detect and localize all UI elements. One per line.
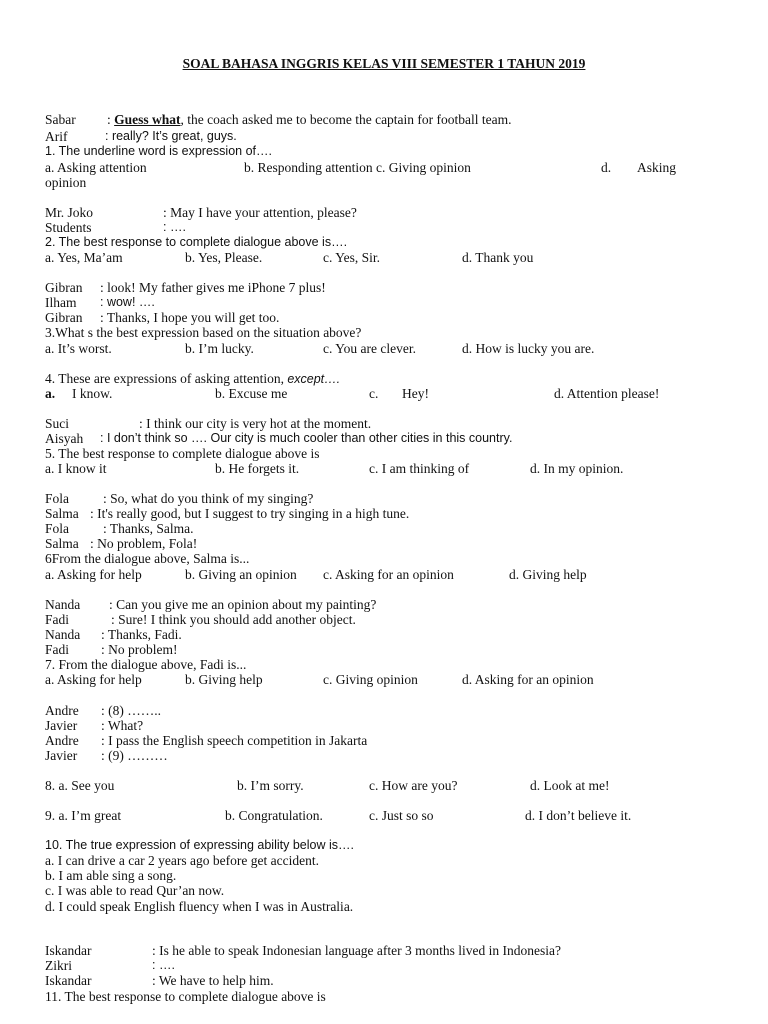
option-b-c: b. Responding attention c. Giving opinion — [244, 160, 471, 175]
option-d: d. Attention please! — [554, 386, 660, 401]
option-c-text: Hey! — [402, 386, 429, 401]
option-d: d. Giving help — [509, 567, 587, 582]
option-b: b. Giving an opinion — [185, 567, 297, 582]
question-text: 5. The best response to complete dialogue above is — [45, 446, 320, 461]
dialogue-line: : May I have your attention, please? — [163, 205, 357, 220]
option-c: c. You are clever. — [323, 341, 416, 356]
dialogue-line: : really? It’s great, guys. — [105, 129, 237, 143]
option-a-text: I know. — [72, 386, 113, 401]
option-d-text: Asking — [637, 160, 677, 175]
question-text: 1. The underline word is expression of…. — [45, 144, 272, 158]
speaker-name: Fadi — [45, 612, 70, 627]
option-a: 8. a. See you — [45, 778, 115, 793]
document-title: SOAL BAHASA INGGRIS KELAS VIII SEMESTER 1 TAHUN 2019 — [182, 56, 586, 71]
option-b: b. Excuse me — [215, 386, 288, 401]
option-a: a. I know it — [45, 461, 107, 476]
speaker-name: Sabar — [45, 112, 76, 127]
option-d: d. How is lucky you are. — [462, 341, 595, 356]
option-d: d. — [601, 160, 612, 175]
speaker-name: Salma — [45, 506, 79, 521]
option-d: d. I could speak English fluency when I was in Australia. — [45, 899, 354, 914]
option-d-text-cont: opinion — [45, 175, 87, 190]
question-text: 3.What s the best expression based on the situation above? — [45, 325, 362, 340]
option-a: a. Asking for help — [45, 672, 142, 687]
speaker-name: Nanda — [45, 597, 81, 612]
question-text: 7. From the dialogue above, Fadi is... — [45, 657, 247, 672]
speaker-name: Arif — [45, 129, 68, 144]
option-b: b. Congratulation. — [225, 808, 323, 823]
speaker-name: Nanda — [45, 627, 81, 642]
dialogue-line: : Sure! I think you should add another object. — [111, 612, 356, 627]
speaker-name: Fadi — [45, 642, 70, 657]
speaker-name: Zikri — [45, 958, 72, 973]
dialogue-line: : look! My father gives me iPhone 7 plus! — [100, 280, 326, 295]
underlined-expression: Guess what — [114, 112, 181, 127]
speaker-name: Gibran — [45, 280, 83, 295]
option-c: c. I am thinking of — [369, 461, 470, 476]
dialogue-line: : (8) …….. — [101, 703, 161, 718]
speaker-name: Aisyah — [45, 431, 84, 446]
speaker-name: Mr. Joko — [45, 205, 94, 220]
option-a: 9. a. I’m great — [45, 808, 122, 823]
speaker-name: Ilham — [45, 295, 77, 310]
option-b: b. I’m sorry. — [237, 778, 304, 793]
dialogue-line: : So, what do you think of my singing? — [103, 491, 314, 506]
speaker-name: Fola — [45, 521, 70, 536]
option-c: c. How are you? — [369, 778, 458, 793]
speaker-name: Andre — [45, 703, 79, 718]
dialogue-line: : We have to help him. — [152, 973, 274, 988]
dialogue-line: : Thanks, I hope you will get too. — [100, 310, 280, 325]
option-b: b. Yes, Please. — [185, 250, 263, 265]
dialogue-line: : Thanks, Salma. — [103, 521, 194, 536]
option-a: a. It’s worst. — [45, 341, 112, 356]
option-b: b. I am able sing a song. — [45, 868, 177, 883]
dialogue-line: : Guess what, the coach asked me to become the captain for football team. — [107, 112, 512, 127]
option-b: b. He forgets it. — [215, 461, 300, 476]
option-a: a. I can drive a car 2 years ago before get accident. — [45, 853, 319, 868]
option-b: b. I’m lucky. — [185, 341, 254, 356]
option-c: c. Yes, Sir. — [323, 250, 381, 265]
option-c: c. Just so so — [369, 808, 434, 823]
dialogue-line: : wow! …. — [100, 295, 155, 309]
option-b: b. Giving help — [185, 672, 263, 687]
speaker-name: Salma — [45, 536, 79, 551]
speaker-name: Suci — [45, 416, 70, 431]
dialogue-line: : I don’t think so …. Our city is much cooler than other cities in this country. — [100, 431, 513, 445]
dialogue-line: : Can you give me an opinion about my painting? — [109, 597, 377, 612]
dialogue-line: : …. — [152, 958, 175, 972]
dialogue-line: : …. — [163, 220, 186, 234]
question-text: 6From the dialogue above, Salma is... — [45, 551, 250, 566]
dialogue-line: : Thanks, Fadi. — [101, 627, 182, 642]
dialogue-line: : I pass the English speech competition in Jakarta — [101, 733, 368, 748]
option-d: d. In my opinion. — [530, 461, 624, 476]
dialogue-line: : I think our city is very hot at the moment. — [139, 416, 372, 431]
speaker-name: Javier — [45, 748, 78, 763]
speaker-name: Javier — [45, 718, 78, 733]
option-c: c. Giving opinion — [323, 672, 418, 687]
speaker-name: Iskandar — [45, 973, 92, 988]
speaker-name: Fola — [45, 491, 70, 506]
option-a: a. Asking for help — [45, 567, 142, 582]
question-text: 11. The best response to complete dialogue above is — [45, 989, 326, 1004]
question-text: 10. The true expression of expressing ability below is…. — [45, 838, 354, 852]
option-a: a. — [45, 386, 56, 401]
question-text: 2. The best response to complete dialogue above is…. — [45, 235, 348, 249]
option-a: a. Yes, Ma’am — [45, 250, 123, 265]
speaker-name: Students — [45, 220, 92, 235]
dialogue-line: : Is he able to speak Indonesian language after 3 months lived in Indonesia? — [152, 943, 562, 958]
option-d: d. Look at me! — [530, 778, 610, 793]
speaker-name: Gibran — [45, 310, 83, 325]
dialogue-line: : It's really good, but I suggest to try singing in a high tune. — [90, 506, 410, 521]
option-d: d. Asking for an opinion — [462, 672, 594, 687]
option-d: d. I don’t believe it. — [525, 808, 632, 823]
dialogue-line: : What? — [101, 718, 144, 733]
option-c: c. Asking for an opinion — [323, 567, 454, 582]
option-c: c. I was able to read Qur’an now. — [45, 883, 225, 898]
option-d: d. Thank you — [462, 250, 534, 265]
option-a: a. Asking attention — [45, 160, 147, 175]
dialogue-line: : (9) ……… — [101, 748, 168, 763]
option-c: c. — [369, 386, 379, 401]
question-text: 4. These are expressions of asking attention, except…. — [45, 371, 341, 386]
speaker-name: Iskandar — [45, 943, 92, 958]
dialogue-line: : No problem! — [101, 642, 178, 657]
dialogue-line: : No problem, Fola! — [90, 536, 198, 551]
speaker-name: Andre — [45, 733, 79, 748]
